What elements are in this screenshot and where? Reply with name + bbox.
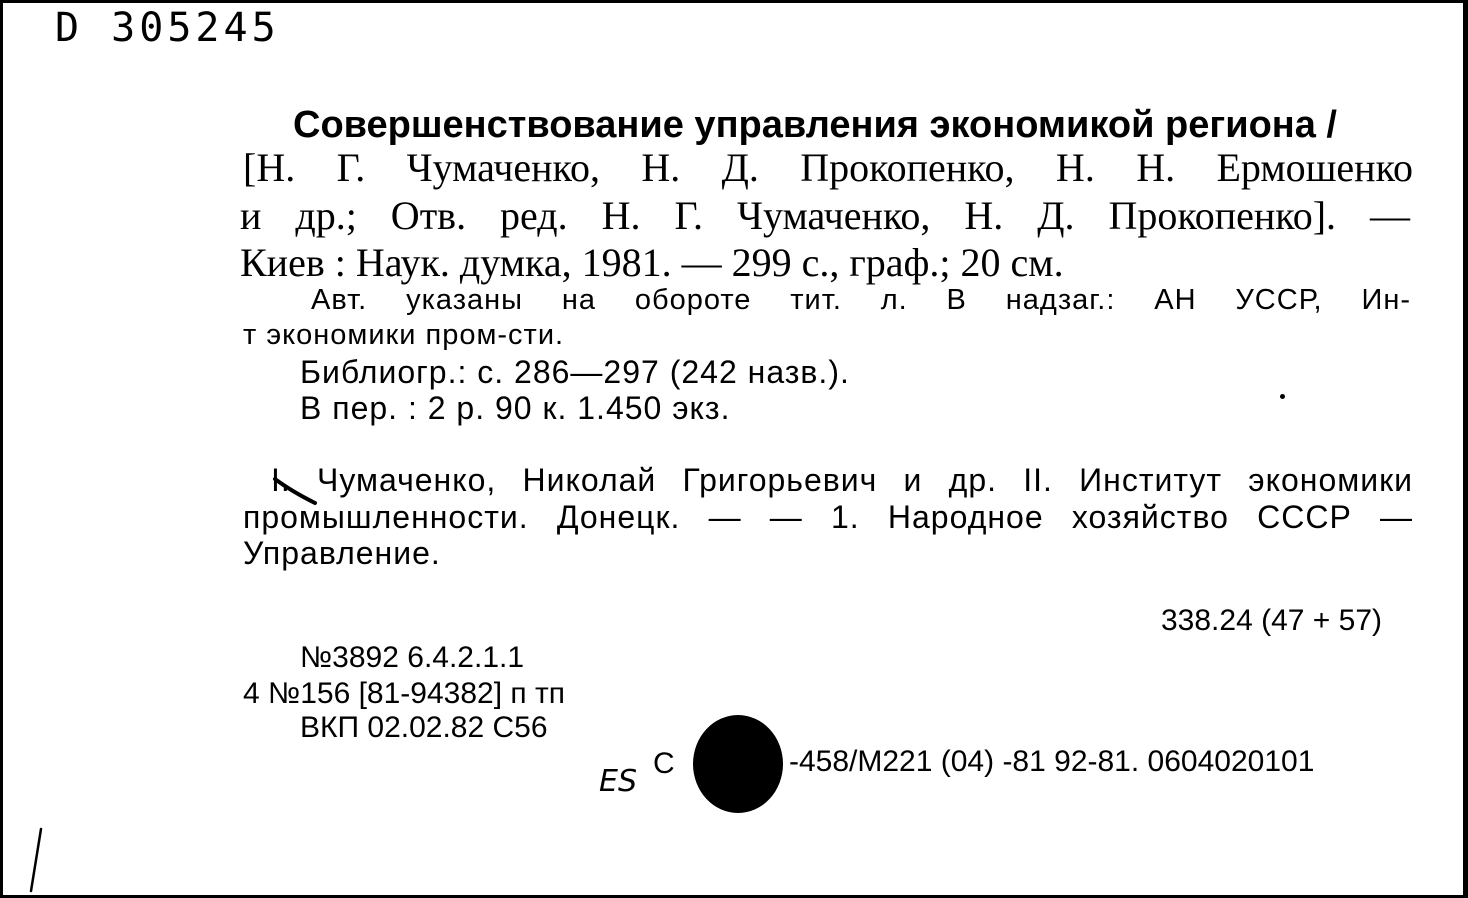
code-line-3: ВКП 02.02.82 С56 bbox=[300, 711, 548, 744]
handwritten-mark: ES bbox=[599, 764, 637, 799]
punched-hole bbox=[693, 715, 783, 813]
subject-line-2: промышленности. Донецк. — — 1. Народное хозяйство СССР — bbox=[243, 499, 1413, 535]
udc-index: 338.24 (47 + 57) bbox=[1161, 604, 1383, 637]
authors-note-line-2: т экономики пром-сти. bbox=[243, 319, 565, 351]
code-line-2: 4 №156 [81-94382] п тп bbox=[243, 677, 565, 710]
code-line-1: №3892 6.4.2.1.1 bbox=[300, 641, 525, 674]
handwritten-stroke bbox=[25, 825, 49, 895]
ink-speck bbox=[1280, 394, 1285, 399]
card-number: D 305245 bbox=[55, 5, 280, 51]
subject-line-1: I. Чумаченко, Николай Григорьевич и др. II. Институт экономики bbox=[271, 462, 1413, 498]
body-line-1: [Н. Г. Чумаченко, Н. Д. Прокопенко, Н. Н. Ермошенко bbox=[243, 145, 1413, 190]
body-line-2: и др.; Отв. ред. Н. Г. Чумаченко, Н. Д. Прокопенко]. — bbox=[240, 193, 1410, 238]
catalog-card bbox=[3, 3, 1463, 895]
subject-line-3: Управление. bbox=[243, 535, 441, 571]
classification-code: -458/М221 (04) -81 92-81. 0604020101 bbox=[789, 745, 1315, 778]
authors-note-line-1: Авт. указаны на обороте тит. л. В надзаг.: АН УССР, Ин- bbox=[311, 284, 1411, 316]
body-line-3: Киев : Наук. думка, 1981. — 299 с., граф.; 20 см. bbox=[240, 240, 1064, 285]
book-title: Совершенствование управления экономикой региона / bbox=[293, 104, 1337, 146]
bibliography-note: Библиогр.: с. 286—297 (242 назв.). bbox=[300, 354, 850, 390]
classification-prefix: С bbox=[653, 747, 675, 780]
binding-price-note: В пер. : 2 р. 90 к. 1.450 экз. bbox=[300, 390, 731, 426]
